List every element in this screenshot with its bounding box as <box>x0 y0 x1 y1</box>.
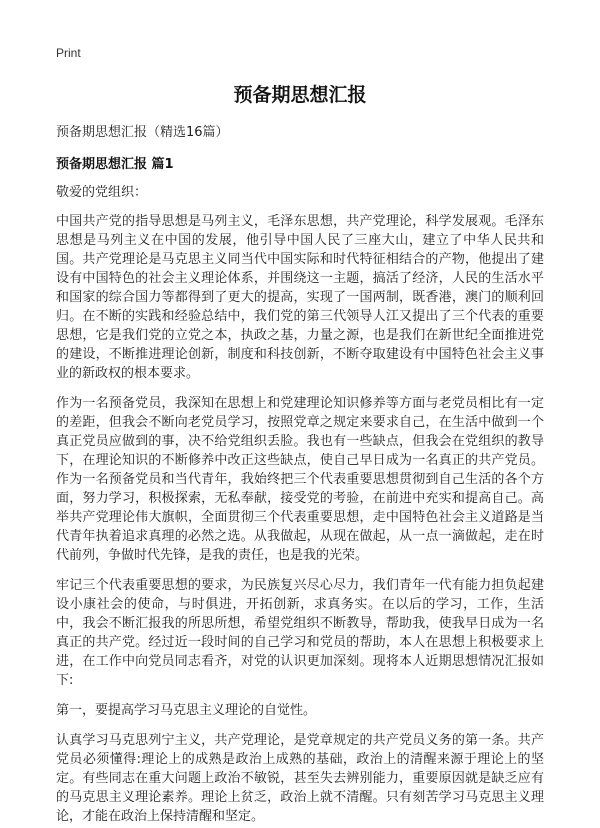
paragraph-3: 牢记三个代表重要思想的要求，为民族复兴尽心尽力，我们青年一代有能力担负起建设小康社会的使命，与时俱进，开拓创新，求真务实。在以后的学习，工作，生活中，我会不断汇报我的所思所想，希望党组织不断教导，帮助我，使我早日成为一名真正的共产党。经过近一段时间的自己学习和党员的帮助，本人在思想上积极要求上进，在工作中向党员同志看齐，对党的认识更加深刻。现将本人近期思想情况汇报如下: <box>56 578 544 688</box>
document-subtitle: 预备期思想汇报（精选16篇） <box>56 125 229 140</box>
paragraph-1: 中国共产党的指导思想是马列主义，毛泽东思想，共产党理论，科学发展观。毛泽东思想是马列主义在中国的发展，他引导中国人民了三座大山，建立了中华人民共和国。共产党理论是马克思主义同当代中国实际和时代特征相结合的产物，他提出了建设有中国特色的社会主义理论体系，并围绕这一主题，搞活了经济，人民的生活水平和国家的综合国力等都得到了更大的提高，实现了一国两制，既香港，澳门的顺利回归。在不断的实践和经验总结中，我们党的第三代领导人江又提出了三个代表的重要思想，它是我们党的立党之本，执政之基，力量之源，也是我们在新世纪全面推进党的建设，不断推进理论创新，制度和科技创新，不断夺取建设有中国特色社会主义事业的新政权的根本要求。 <box>56 214 544 381</box>
document-title: 预备期思想汇报 <box>233 84 367 106</box>
section-heading: 预备期思想汇报 篇1 <box>56 157 174 172</box>
paragraph-2: 作为一名预备党员，我深知在思想上和党建理论知识修养等方面与老党员相比有一定的差距，但我会不断向老党员学习，按照党章之规定来要求自己，在生活中做到一个真正党员应做到的事，决不给党组织丢脸。我也有一些缺点，但我会在党组织的教导下，在理论知识的不断修养中改正这些缺点，使自己早日成为一名真正的共产党员。作为一名预备党员和当代青年，我始终把三个代表重要思想贯彻到自己生活的各个方面，努力学习，积极探索，无私奉献，接受党的考验，在前进中充实和提高自己。高举共产党理论伟大旗帜，全面贯彻三个代表重要思想，走中国特色社会主义道路是当代青年执着追求真理的必然之选。从我做起，从现在做起，从一点一滴做起，走在时代前列，争做时代先锋，是我的责任，也是我的光荣。 <box>56 396 544 563</box>
print-label[interactable]: Print <box>56 46 81 60</box>
paragraph-5: 认真学习马克思列宁主义，共产党理论，是党章规定的共产党员义务的第一条。共产党员必须懂得:理论上的成熟是政治上成熟的基础，政治上的清醒来源于理论上的坚定。有些同志在重大问题上政治不敏锐，甚至失去辨别能力，重要原因就是缺乏应有的马克思主义理论素养。理论上贫乏，政治上就不清醒。只有刻苦学习马克思主义理论，才能在政治上保持清醒和坚定。 <box>56 733 544 824</box>
salutation: 敬爱的党组织： <box>56 185 148 200</box>
paragraph-4: 第一，要提高学习马克思主义理论的自觉性。 <box>56 703 317 718</box>
